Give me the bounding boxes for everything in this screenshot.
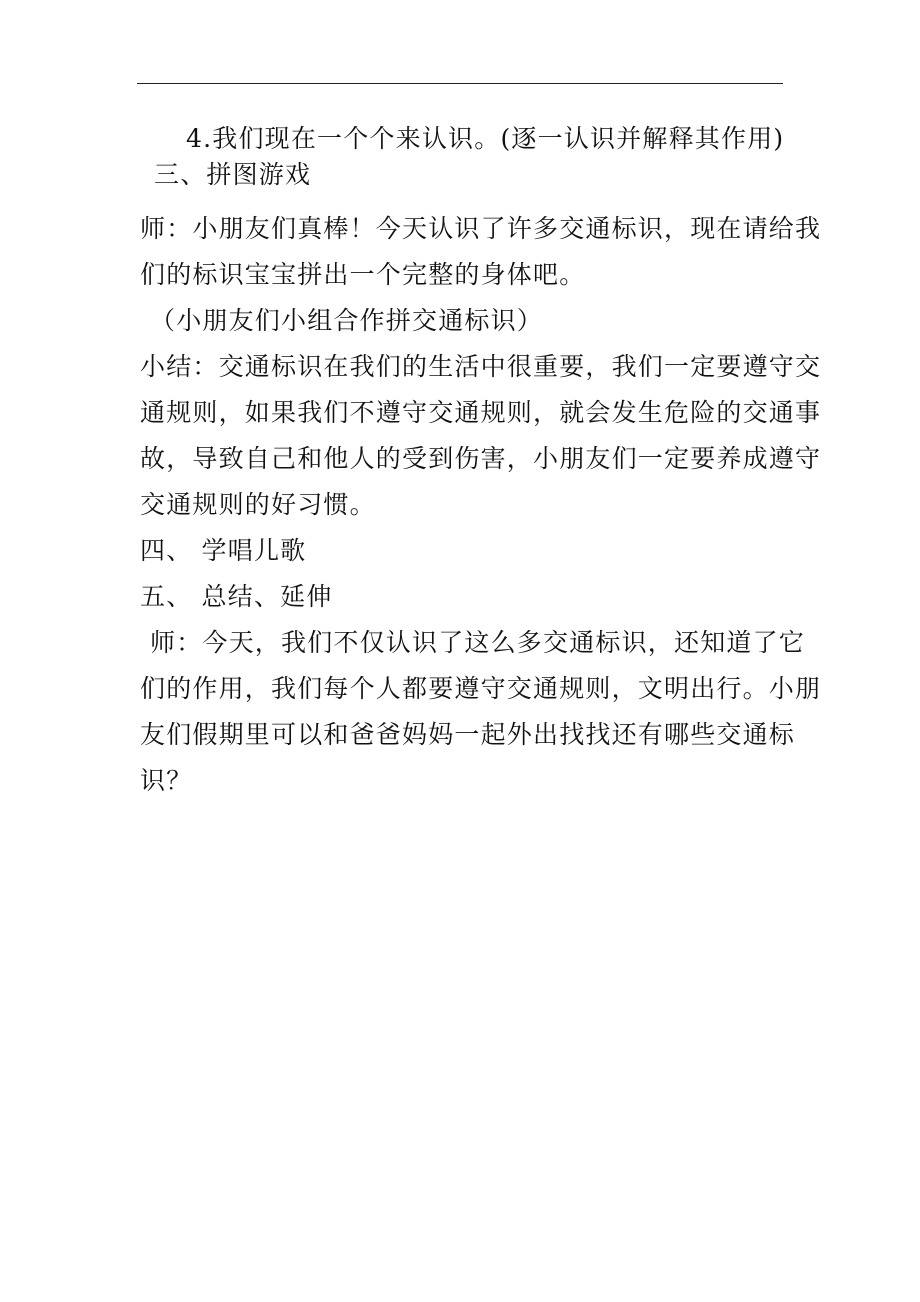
summary-line-3: 故，导致自己和他人的受到伤害，小朋友们一定要养成遵守 bbox=[140, 444, 822, 473]
step-4-line: 4.我们现在一个个来认识。(逐一认识并解释其作用) bbox=[186, 124, 785, 153]
summary-line-4: 交通规则的好习惯。 bbox=[140, 490, 376, 519]
document-body bbox=[140, 116, 822, 804]
closing-line-2: 们的作用，我们每个人都要遵守交通规则，文明出行。小朋 bbox=[140, 674, 822, 703]
teacher-line-1: 师：小朋友们真棒！今天认识了许多交通标识，现在请给我 bbox=[140, 214, 822, 243]
section-5-heading: 五、 总结、延伸 bbox=[140, 582, 333, 611]
summary-line-1: 小结：交通标识在我们的生活中很重要，我们一定要遵守交 bbox=[140, 352, 822, 381]
teacher-line-2: 们的标识宝宝拼出一个完整的身体吧。 bbox=[140, 260, 586, 289]
header-rule bbox=[137, 83, 783, 84]
closing-line-1: 师：今天，我们不仅认识了这么多交通标识，还知道了它 bbox=[150, 628, 806, 657]
summary-line-2: 通规则，如果我们不遵守交通规则，就会发生危险的交通事 bbox=[140, 398, 822, 427]
closing-line-4: 识？ bbox=[140, 766, 193, 795]
activity-note: （小朋友们小组合作拼交通标识） bbox=[150, 306, 544, 335]
section-3-heading: 三、拼图游戏 bbox=[154, 160, 312, 189]
section-4-heading: 四、 学唱儿歌 bbox=[140, 536, 307, 565]
closing-line-3: 友们假期里可以和爸爸妈妈一起外出找找还有哪些交通标 bbox=[140, 720, 796, 749]
